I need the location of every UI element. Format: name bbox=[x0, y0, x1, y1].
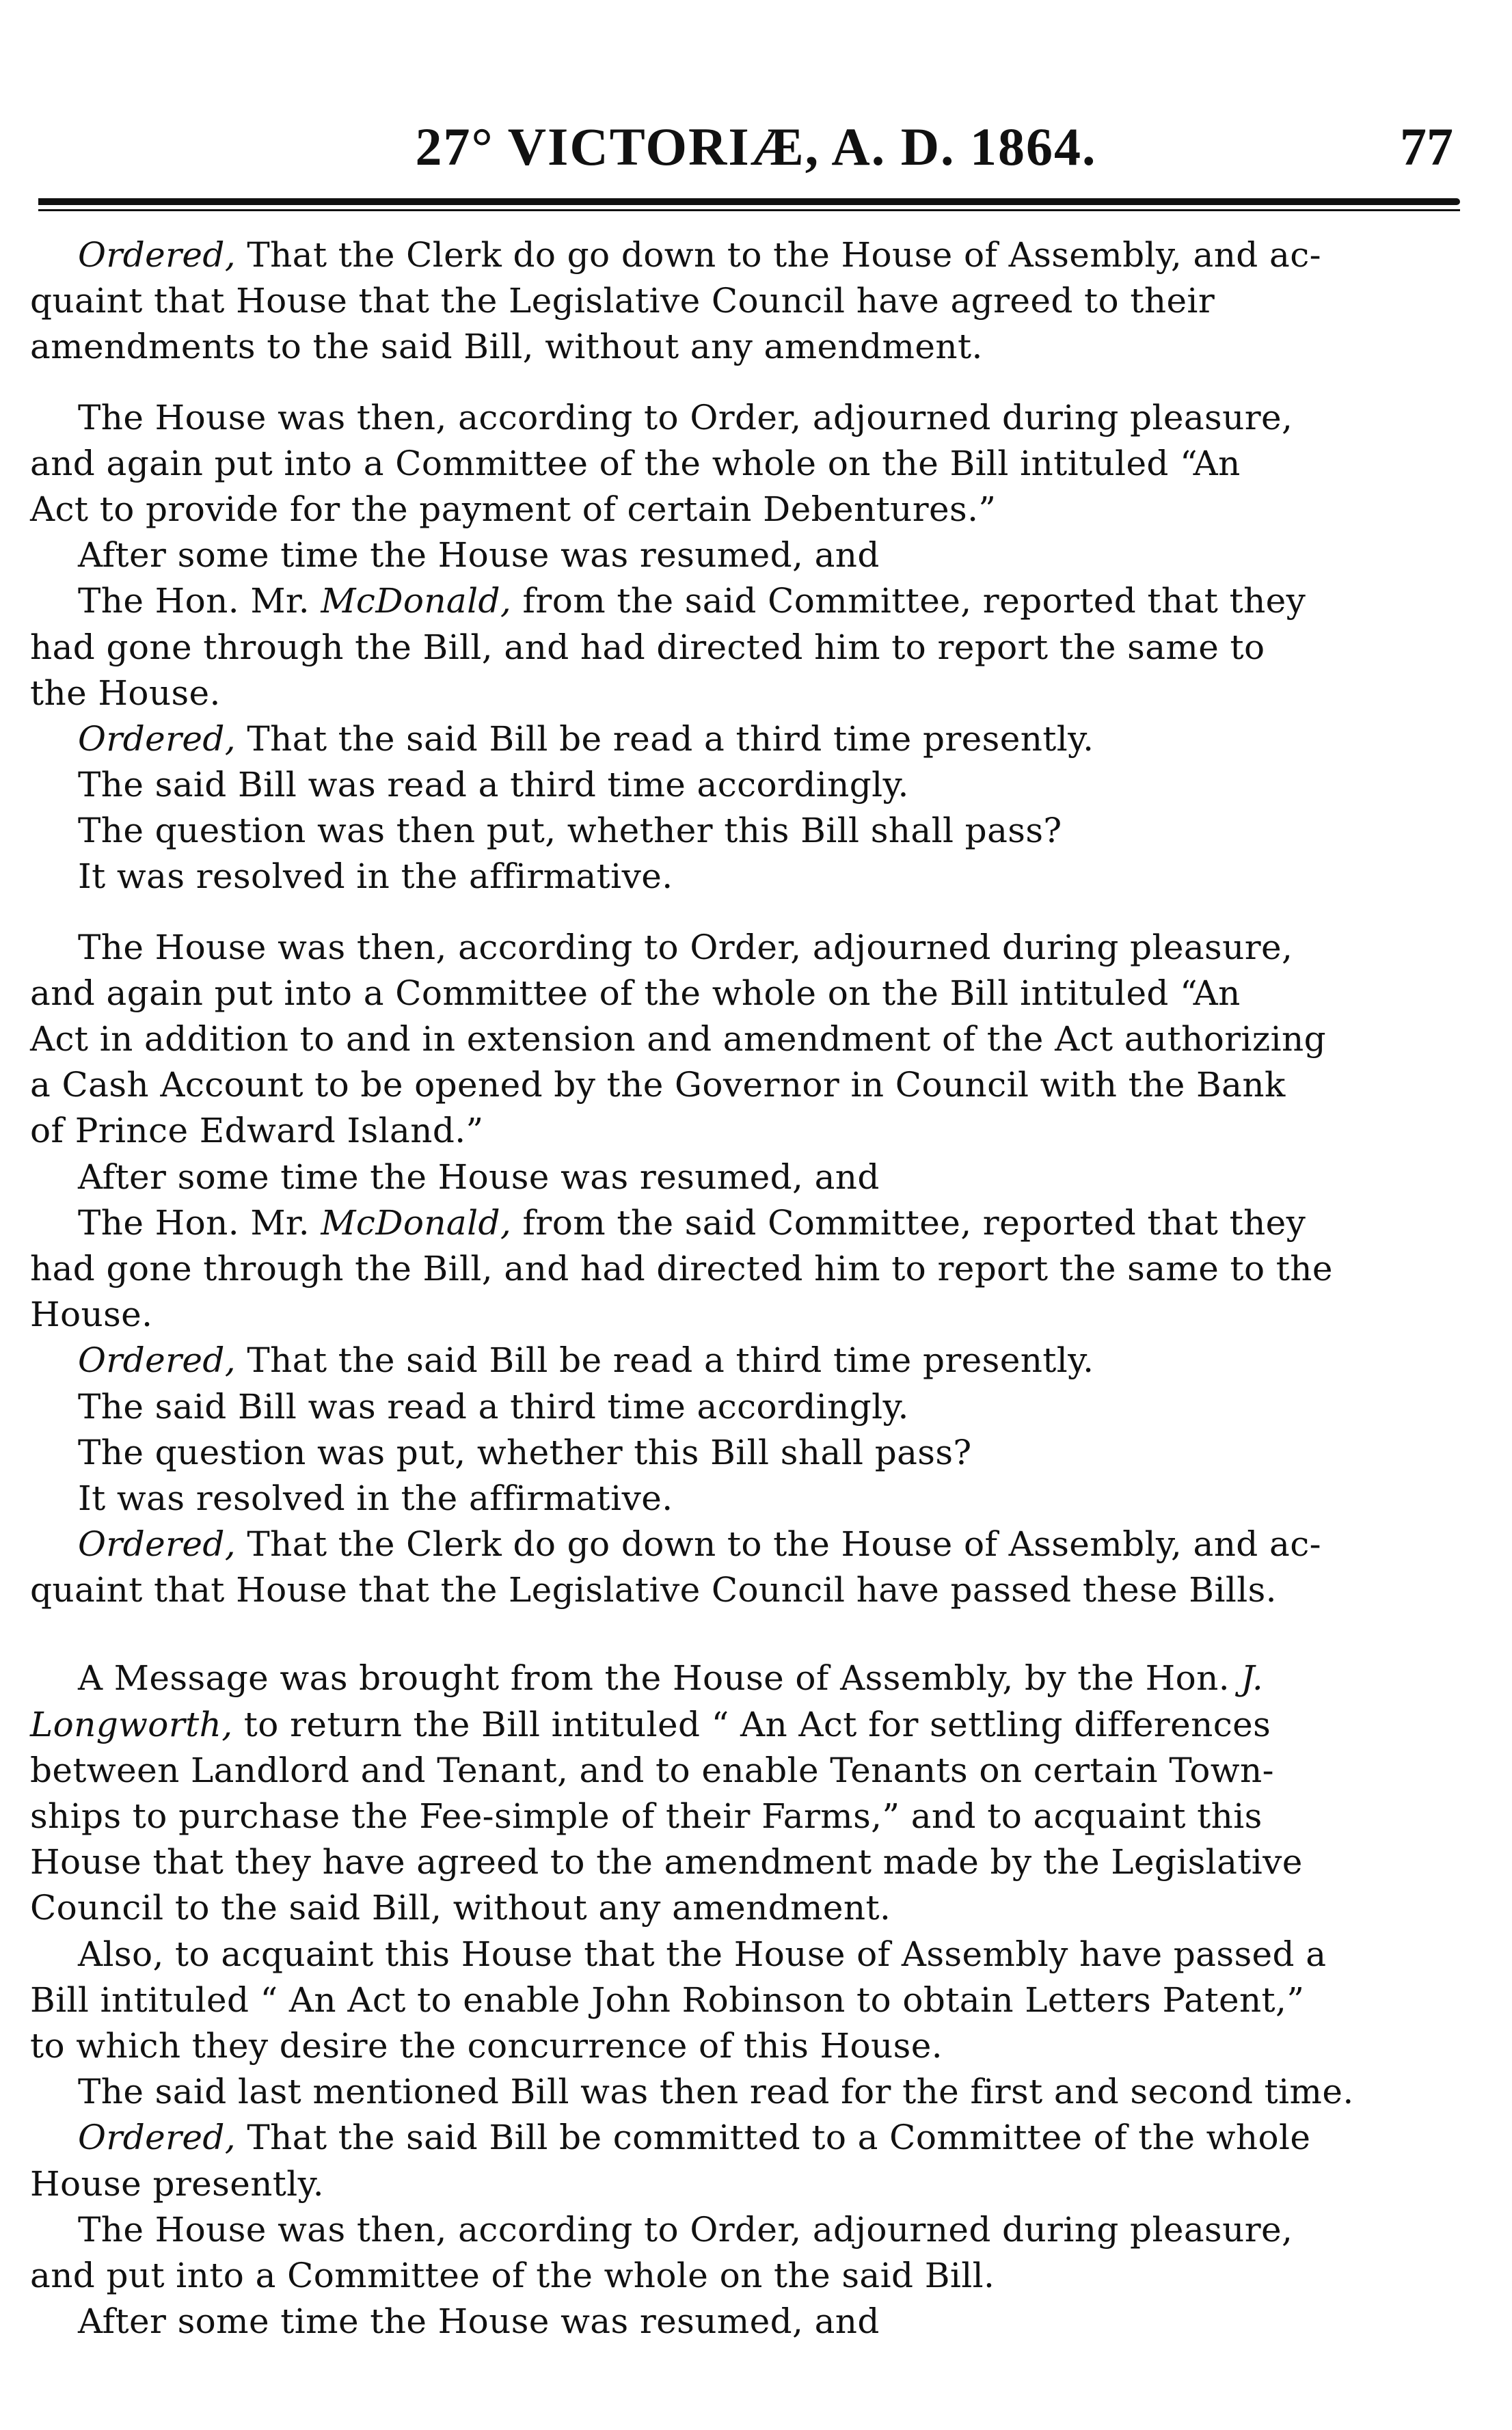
line-text: The question was then put, whether this Bill shall pass? bbox=[78, 811, 1062, 851]
text-line bbox=[30, 762, 1386, 808]
text-line bbox=[30, 487, 1386, 532]
text-line bbox=[30, 532, 1386, 578]
line-text: the House. bbox=[30, 673, 221, 713]
line-text: Also, to acquaint this House that the House of Assembly have passed a bbox=[78, 1934, 1327, 1974]
line-text: After some time the House was resumed, and bbox=[78, 535, 880, 576]
page-number: 77 bbox=[1400, 117, 1453, 176]
text-line bbox=[30, 1656, 1386, 1701]
text-line bbox=[30, 1567, 1386, 1613]
line-text: The question was put, whether this Bill shall pass? bbox=[78, 1432, 972, 1472]
line-text: The said Bill was read a third time accordingly. bbox=[78, 1386, 909, 1427]
line-text: from the said Committee, reported that they bbox=[511, 581, 1306, 621]
text-line bbox=[30, 2161, 1386, 2207]
line-text: The Hon. Mr. bbox=[78, 581, 321, 621]
text-line bbox=[30, 1292, 1386, 1338]
text-line bbox=[30, 625, 1386, 671]
line-text: had gone through the Bill, and had directed him to report the same to the bbox=[30, 1248, 1333, 1288]
line-text: That the Clerk do go down to the House of Assembly, and ac- bbox=[236, 235, 1321, 275]
text-line bbox=[30, 1062, 1386, 1108]
italic-text: Longworth, bbox=[30, 1704, 233, 1744]
text-line bbox=[30, 2023, 1386, 2069]
text-line bbox=[30, 2253, 1386, 2299]
text-line bbox=[30, 716, 1386, 762]
line-text: of Prince Edward Island.” bbox=[30, 1111, 484, 1151]
italic-text: Ordered, bbox=[78, 718, 237, 759]
text-line bbox=[30, 1885, 1386, 1931]
text-line bbox=[30, 395, 1386, 441]
line-text: Act to provide for the payment of certain Debentures.” bbox=[30, 489, 997, 529]
text-line bbox=[30, 1338, 1386, 1383]
text-line bbox=[30, 1108, 1386, 1154]
line-text: to return the Bill intituled “ An Act for settling differences bbox=[232, 1704, 1271, 1744]
line-text: quaint that House that the Legislative Council have agreed to their bbox=[30, 281, 1215, 321]
line-text: It was resolved in the affirmative. bbox=[78, 1478, 673, 1518]
text-line bbox=[30, 1839, 1386, 1885]
text-line bbox=[30, 671, 1386, 716]
line-text: amendments to the said Bill, without any amendment. bbox=[30, 327, 983, 367]
text-line bbox=[30, 1200, 1386, 1246]
text-line bbox=[30, 324, 1386, 370]
line-text: a Cash Account to be opened by the Governor in Council with the Bank bbox=[30, 1065, 1286, 1105]
line-text: Act in addition to and in extension and amendment of the Act authorizing bbox=[30, 1019, 1327, 1059]
text-line bbox=[30, 1155, 1386, 1200]
text-line bbox=[30, 971, 1386, 1016]
line-text: and again put into a Committee of the whole on the Bill intituled “An bbox=[30, 443, 1241, 483]
line-text: Bill intituled “ An Act to enable John Robinson to obtain Letters Patent,” bbox=[30, 1980, 1305, 2020]
text-line bbox=[30, 1794, 1386, 1839]
italic-text: Ordered, bbox=[78, 1524, 237, 1565]
italic-text: Ordered, bbox=[78, 2118, 237, 2158]
running-title: 27° VICTORIÆ, A. D. 1864. bbox=[415, 117, 1097, 176]
line-text: That the said Bill be read a third time presently. bbox=[236, 718, 1094, 759]
text-line bbox=[30, 2115, 1386, 2161]
page-header bbox=[0, 116, 1512, 178]
line-text: to which they desire the concurrence of this House. bbox=[30, 2025, 943, 2066]
text-line bbox=[30, 1702, 1386, 1748]
text-line bbox=[30, 1384, 1386, 1430]
line-text: House that they have agreed to the amendment made by the Legislative bbox=[30, 1842, 1303, 1882]
text-line bbox=[30, 232, 1386, 278]
line-text: from the said Committee, reported that they bbox=[511, 1202, 1306, 1243]
text-line bbox=[30, 2299, 1386, 2345]
text-line bbox=[30, 1977, 1386, 2023]
line-text: Council to the said Bill, without any amendment. bbox=[30, 1888, 891, 1928]
line-text: The House was then, according to Order, adjourned during pleasure, bbox=[78, 2209, 1293, 2250]
line-text: House. bbox=[30, 1295, 153, 1335]
italic-text: J. bbox=[1241, 1658, 1264, 1699]
line-text: After some time the House was resumed, and bbox=[78, 2301, 880, 2342]
header-rule-thick bbox=[38, 198, 1460, 205]
text-line bbox=[30, 1476, 1386, 1522]
text-line bbox=[30, 1748, 1386, 1794]
line-text: ships to purchase the Fee-simple of their Farms,” and to acquaint this bbox=[30, 1796, 1263, 1836]
text-line bbox=[30, 1246, 1386, 1292]
text-line bbox=[30, 1016, 1386, 1062]
text-line bbox=[30, 854, 1386, 900]
header-rule-thin bbox=[38, 209, 1460, 211]
line-text: between Landlord and Tenant, and to enable Tenants on certain Town- bbox=[30, 1750, 1274, 1790]
italic-text: Ordered, bbox=[78, 235, 237, 275]
text-line bbox=[30, 2069, 1386, 2115]
line-text: The said last mentioned Bill was then read for the first and second time. bbox=[78, 2072, 1354, 2112]
journal-text bbox=[30, 232, 1386, 2345]
line-text: and again put into a Committee of the whole on the Bill intituled “An bbox=[30, 973, 1241, 1013]
line-text: The House was then, according to Order, adjourned during pleasure, bbox=[78, 397, 1293, 437]
text-line bbox=[30, 1430, 1386, 1476]
line-text: The said Bill was read a third time accordingly. bbox=[78, 765, 909, 805]
text-line bbox=[30, 578, 1386, 624]
italic-text: Ordered, bbox=[78, 1340, 237, 1381]
line-text: A Message was brought from the House of Assembly, by the Hon. bbox=[78, 1658, 1241, 1699]
line-text: It was resolved in the affirmative. bbox=[78, 856, 673, 897]
line-text: That the said Bill be committed to a Committee of the whole bbox=[236, 2118, 1311, 2158]
line-text: House presently. bbox=[30, 2163, 324, 2204]
line-text: had gone through the Bill, and had directed him to report the same to bbox=[30, 627, 1265, 667]
line-text: That the Clerk do go down to the House of Assembly, and ac- bbox=[236, 1524, 1321, 1565]
text-line bbox=[30, 925, 1386, 971]
text-line bbox=[30, 1522, 1386, 1567]
line-text: The House was then, according to Order, adjourned during pleasure, bbox=[78, 927, 1293, 967]
line-text: The Hon. Mr. bbox=[78, 1202, 321, 1243]
line-text: That the said Bill be read a third time presently. bbox=[236, 1340, 1094, 1381]
text-line bbox=[30, 1932, 1386, 1977]
line-text: After some time the House was resumed, and bbox=[78, 1157, 880, 1197]
italic-text: McDonald, bbox=[321, 581, 512, 621]
text-line bbox=[30, 2207, 1386, 2253]
text-line bbox=[30, 278, 1386, 324]
text-line bbox=[30, 808, 1386, 854]
text-line bbox=[30, 441, 1386, 487]
line-text: quaint that House that the Legislative Council have passed these Bills. bbox=[30, 1570, 1277, 1610]
line-text: and put into a Committee of the whole on the said Bill. bbox=[30, 2255, 995, 2295]
italic-text: McDonald, bbox=[321, 1202, 512, 1243]
